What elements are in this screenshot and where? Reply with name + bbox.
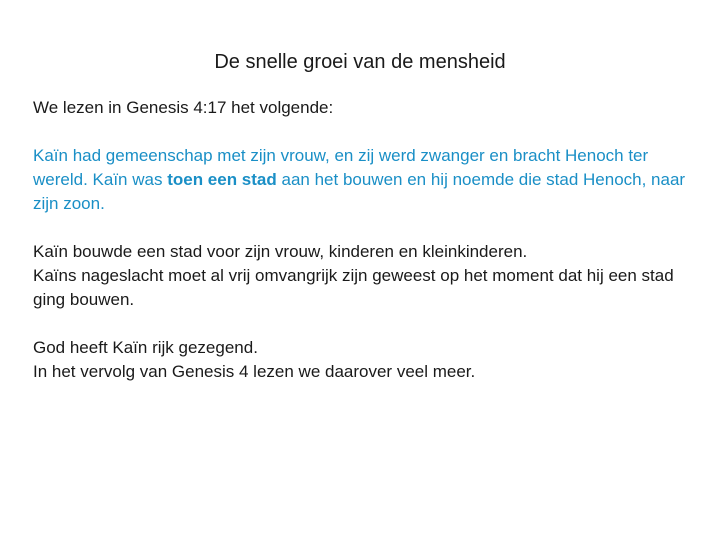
intro-line: We lezen in Genesis 4:17 het volgende: xyxy=(33,98,334,117)
paragraph-3-line-1: God heeft Kaïn rijk gezegend. xyxy=(33,338,258,357)
quote-emphasis: toen een stad xyxy=(167,170,277,189)
spacer xyxy=(33,120,693,144)
quote-part-2: aan het bouwen en hij noemde die stad Henoch, naar zijn zoon. xyxy=(33,170,686,213)
spacer xyxy=(33,216,693,240)
slide-title xyxy=(0,48,720,76)
paragraph-2-line-2: Kaïns nageslacht moet al vrij omvangrijk zijn geweest op het moment dat hij een stad ging bouwen. xyxy=(33,266,674,309)
paragraph-2-line-1: Kaïn bouwde een stad voor zijn vrouw, kinderen en kleinkinderen. xyxy=(33,242,528,261)
bible-quote xyxy=(33,144,693,216)
spacer xyxy=(33,312,693,336)
quote-part-1: Kaïn had gemeenschap met zijn vrouw, en zij werd zwanger en bracht Henoch ter wereld. Kaïn was xyxy=(33,146,649,189)
slide-title-text: De snelle groei van de mensheid xyxy=(214,51,506,73)
slide-body xyxy=(33,96,693,384)
paragraph-3-line-2: In het vervolg van Genesis 4 lezen we daarover veel meer. xyxy=(33,362,476,381)
